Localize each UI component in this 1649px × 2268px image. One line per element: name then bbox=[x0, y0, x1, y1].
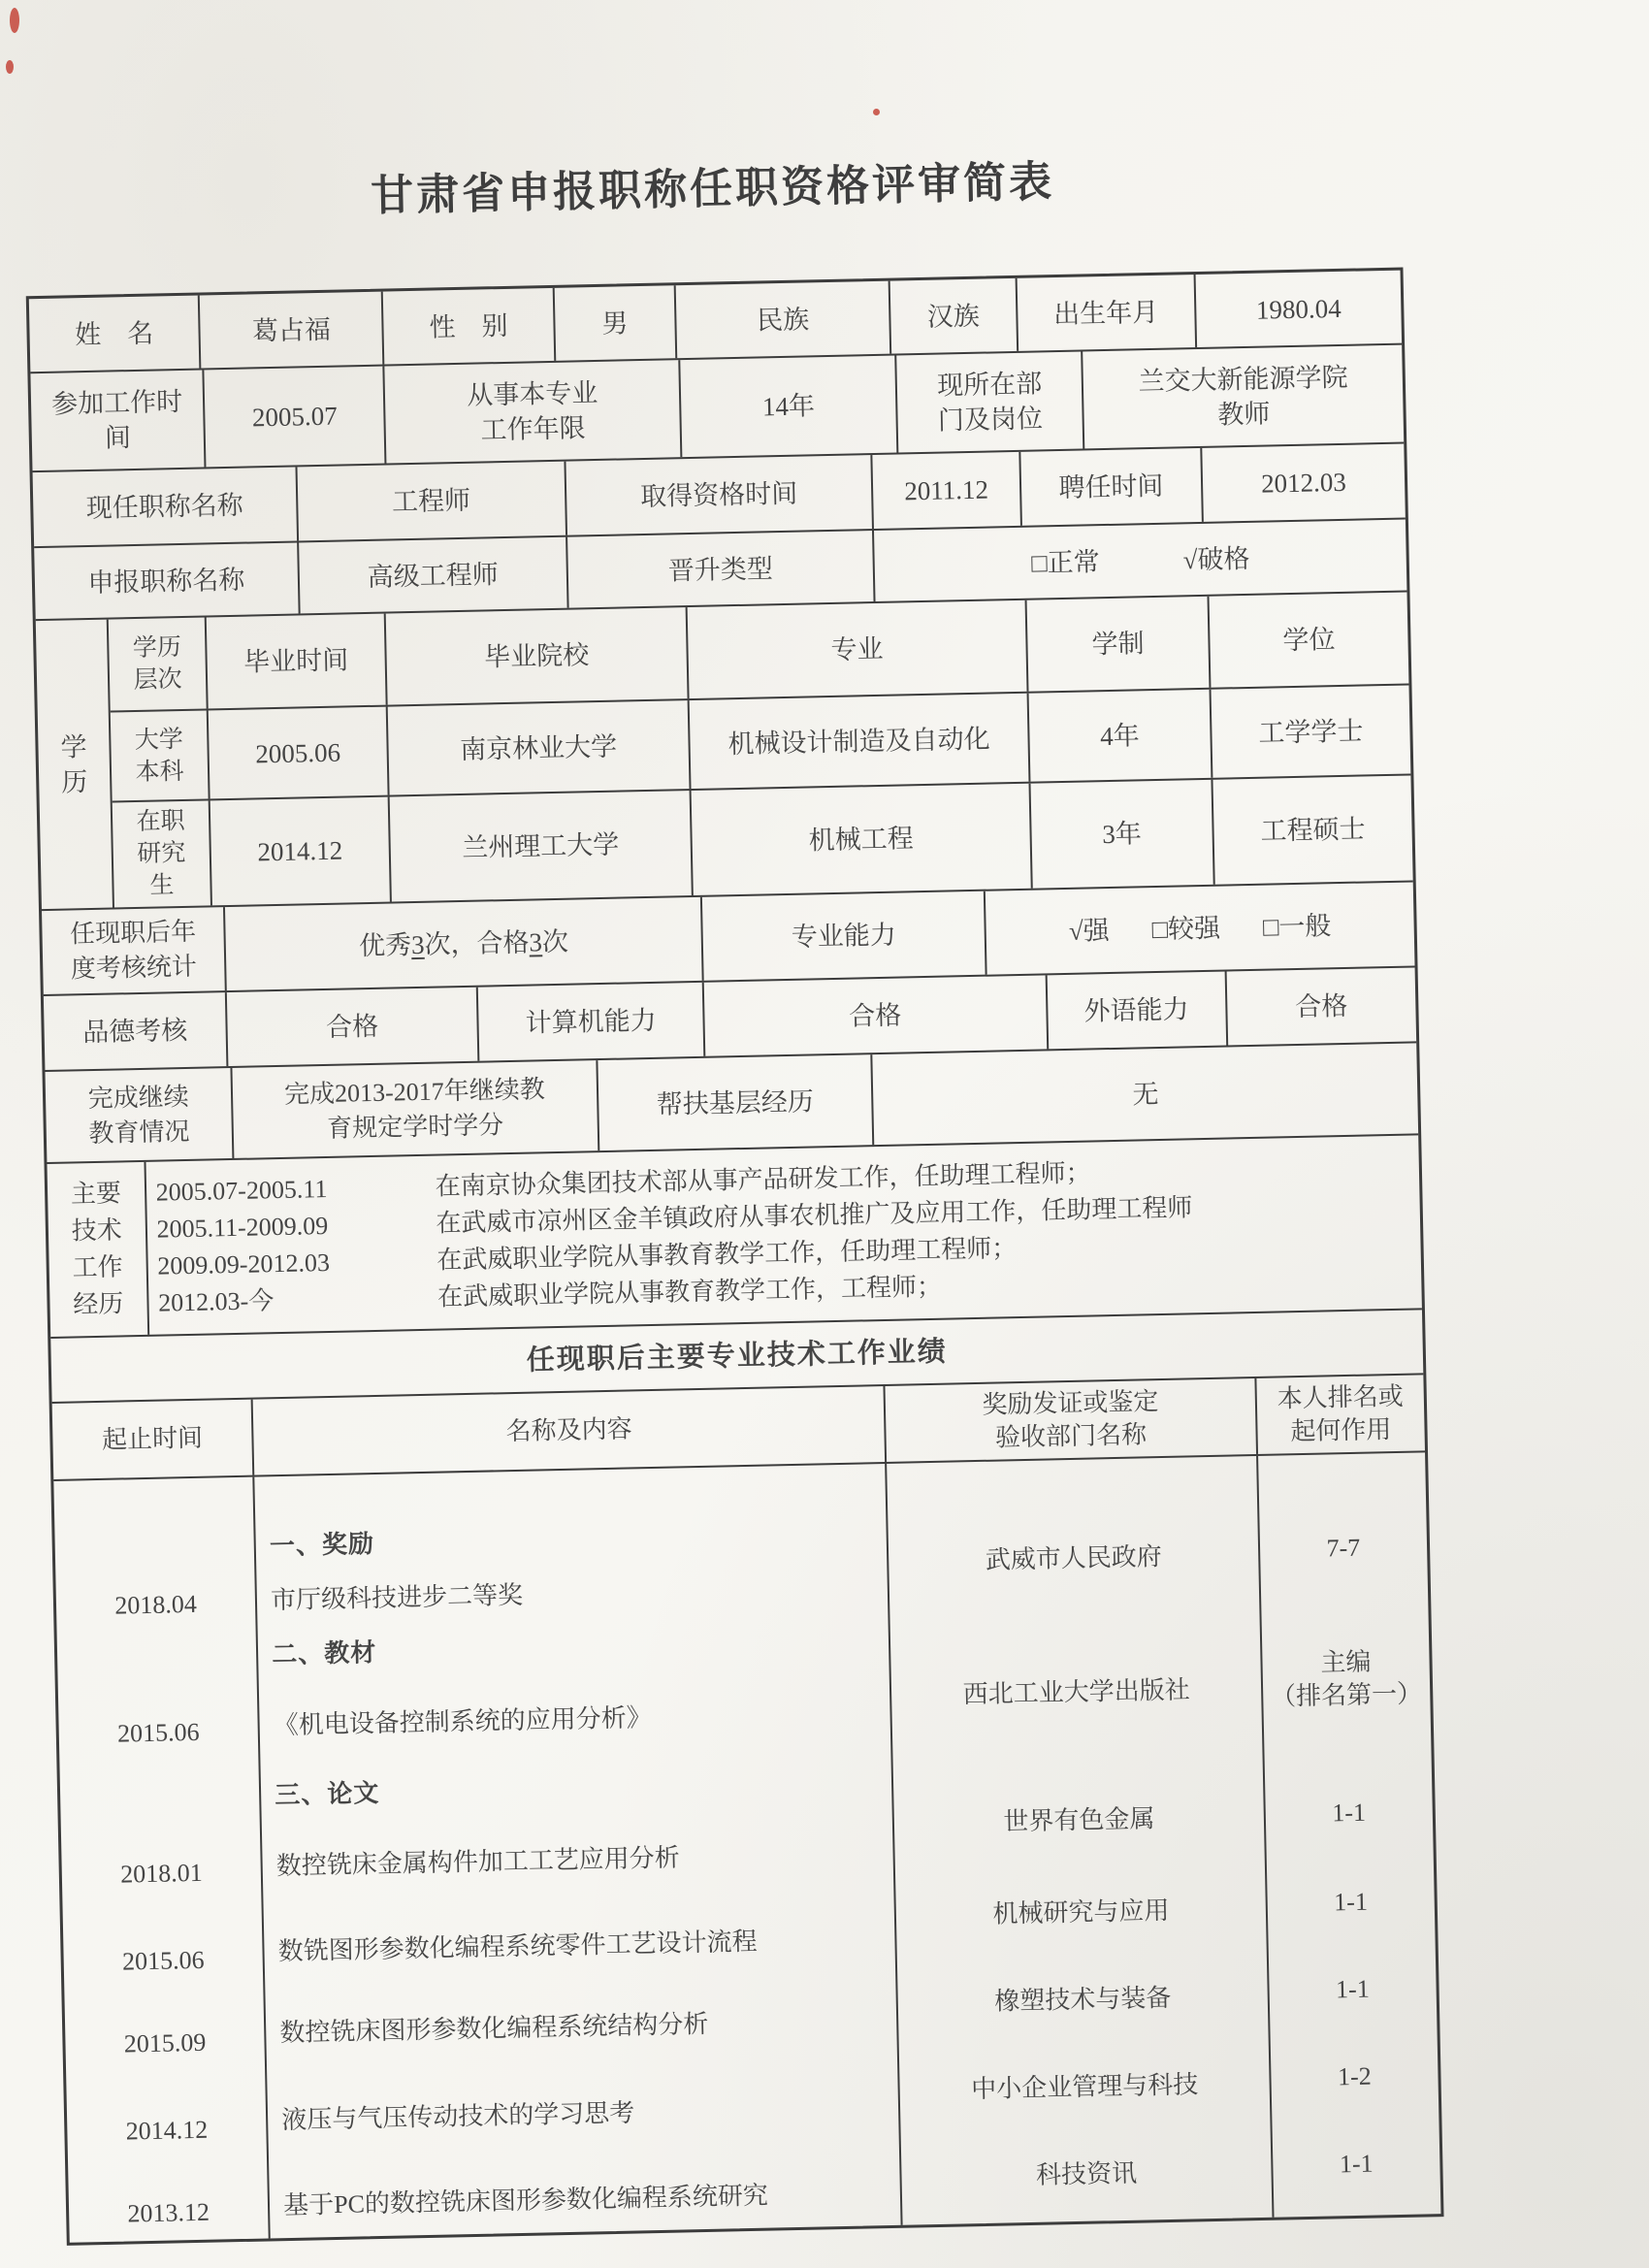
ach-rank: 1-1 bbox=[1332, 1798, 1367, 1828]
ach-name: 《机电设备控制系统的应用分析》 bbox=[273, 1703, 653, 1740]
edu-school: 南京林业大学 bbox=[388, 700, 692, 794]
ethnicity-label: 民族 bbox=[676, 281, 892, 359]
ach-date: 2018.04 bbox=[114, 1589, 198, 1620]
current-title-label: 现任职称名称 bbox=[33, 467, 299, 546]
ach-dept: 橡塑技术与装备 bbox=[994, 1983, 1172, 2016]
continuing-label: 完成继续 教育情况 bbox=[46, 1068, 235, 1162]
promotion-normal-checkbox: □正常 bbox=[1031, 546, 1100, 578]
edu-level: 大学 本科 bbox=[111, 711, 210, 800]
assessment-text: 次，合格 bbox=[424, 927, 530, 959]
edu-major-header: 专业 bbox=[688, 600, 1029, 699]
ach-date: 2015.06 bbox=[121, 1945, 205, 1976]
ach-category-papers: 三、论文 bbox=[274, 1778, 380, 1810]
edu-duration-header: 学制 bbox=[1027, 597, 1212, 692]
ach-name: 市厅级科技进步二等奖 bbox=[270, 1580, 524, 1615]
language-label: 外语能力 bbox=[1047, 972, 1228, 1050]
current-title-value: 工程师 bbox=[297, 462, 566, 541]
ach-depts-column bbox=[888, 1456, 1275, 2225]
ach-ranks-column bbox=[1258, 1452, 1441, 2217]
apply-title-label: 申报职称名称 bbox=[34, 542, 300, 619]
ability-label: 专业能力 bbox=[702, 891, 987, 981]
ach-date: 2015.06 bbox=[116, 1717, 200, 1748]
edu-duration: 3年 bbox=[1030, 780, 1214, 889]
promotion-type-options bbox=[874, 520, 1406, 601]
edu-time: 2005.06 bbox=[209, 707, 390, 798]
experience-period: 2012.03-今 bbox=[157, 1286, 275, 1317]
ability-general-checkbox: □一般 bbox=[1262, 911, 1332, 942]
edu-major: 机械工程 bbox=[692, 783, 1033, 895]
edu-duration: 4年 bbox=[1029, 690, 1213, 781]
ach-dept: 机械研究与应用 bbox=[992, 1895, 1170, 1928]
education-section bbox=[36, 593, 1413, 912]
edu-degree-header: 学位 bbox=[1282, 625, 1336, 656]
gender-label: 性 别 bbox=[383, 288, 556, 365]
ach-category-textbooks: 二、教材 bbox=[271, 1638, 377, 1669]
ach-dept: 武威市人民政府 bbox=[985, 1542, 1163, 1574]
ach-rank: 1-2 bbox=[1337, 2061, 1372, 2091]
edu-degree: 工学学士 bbox=[1258, 716, 1364, 748]
moral-label: 品德考核 bbox=[44, 992, 229, 1070]
ach-rank: 1-1 bbox=[1335, 1974, 1371, 2004]
ach-dept-header: 奖励发证或鉴定 验收部门名称 bbox=[886, 1378, 1258, 1462]
ach-dept: 中小企业管理与科技 bbox=[970, 2070, 1199, 2104]
ach-name: 数控铣床金属构件加工工艺应用分析 bbox=[275, 1843, 681, 1881]
dept-label: 现所在部 门及岗位 bbox=[896, 351, 1084, 452]
assessment-count-excellent: 3 bbox=[410, 929, 425, 960]
experience-desc: 在南京协众集团技术部从事产品研发工作，任助理工程师； bbox=[435, 1158, 1091, 1201]
ach-dept: 西北工业大学出版社 bbox=[962, 1675, 1190, 1709]
promotion-exceptional-checkbox: √破格 bbox=[1182, 543, 1250, 574]
grassroots-aid-label: 帮扶基层经历 bbox=[598, 1054, 875, 1150]
qualification-time-value: 2011.12 bbox=[873, 452, 1022, 529]
achievements-body bbox=[53, 1452, 1440, 2242]
ability-stronger-checkbox: □较强 bbox=[1151, 913, 1221, 945]
name-value: 葛占福 bbox=[200, 292, 385, 369]
edu-degree: 工程硕士 bbox=[1260, 814, 1366, 846]
ach-content-header: 名称及内容 bbox=[253, 1386, 888, 1475]
scan-artifact bbox=[6, 60, 14, 74]
grassroots-aid-value: 无 bbox=[1132, 1079, 1159, 1110]
review-form-table bbox=[26, 268, 1444, 2246]
scan-artifact bbox=[10, 8, 19, 33]
ach-date: 2013.12 bbox=[127, 2197, 210, 2228]
birth-label: 出生年月 bbox=[1017, 275, 1197, 351]
computer-label: 计算机能力 bbox=[478, 983, 706, 1061]
birth-value: 1980.04 bbox=[1255, 293, 1342, 325]
experience-label: 主要 技术 工作 经历 bbox=[47, 1162, 148, 1337]
join-work-label: 参加工作时 间 bbox=[30, 370, 206, 470]
ach-name: 基于PC的数控铣床图形参数化编程系统研究 bbox=[282, 2181, 769, 2220]
ach-date: 2018.01 bbox=[119, 1858, 203, 1889]
ach-rank: 1-1 bbox=[1333, 1887, 1369, 1917]
ach-dates-column bbox=[53, 1477, 271, 2243]
ach-names-column bbox=[254, 1464, 903, 2238]
ability-strong-checkbox: √强 bbox=[1068, 916, 1111, 946]
ach-rank-header: 本人排名或 起何作用 bbox=[1277, 1381, 1404, 1446]
ach-name: 数控铣床图形参数化编程系统结构分析 bbox=[279, 2009, 709, 2048]
ach-date: 2014.12 bbox=[125, 2115, 209, 2146]
page-title: 甘肃省申报职称任职资格评审简表 bbox=[370, 158, 1055, 220]
ach-rank: 1-1 bbox=[1339, 2149, 1374, 2179]
continuing-value: 完成2013-2017年继续教 育规定学时学分 bbox=[233, 1060, 599, 1158]
achievements-section-title: 任现职后主要专业技术工作业绩 bbox=[526, 1336, 949, 1377]
language-value: 合格 bbox=[1294, 990, 1348, 1022]
assessment-value bbox=[225, 897, 704, 990]
ach-category-awards: 一、奖励 bbox=[269, 1530, 375, 1561]
experience-entries bbox=[146, 1135, 1422, 1334]
edu-time: 2014.12 bbox=[210, 796, 392, 905]
ach-rank: 主编 （排名第一） bbox=[1270, 1647, 1423, 1711]
assessment-text: 次 bbox=[541, 926, 569, 957]
experience-period: 2005.07-2005.11 bbox=[155, 1174, 328, 1207]
years-value: 14年 bbox=[680, 355, 898, 457]
education-side-label: 学 历 bbox=[36, 620, 114, 910]
ethnicity-value: 汉族 bbox=[890, 278, 1018, 354]
edu-major: 机械设计制造及自动化 bbox=[690, 694, 1031, 789]
ach-dept: 世界有色金属 bbox=[1003, 1804, 1155, 1836]
experience-desc: 在武威市凉州区金羊镇政府从事农机推广及应用工作，任助理工程师 bbox=[436, 1193, 1193, 1238]
assessment-text: 优秀 bbox=[358, 930, 412, 961]
years-label: 从事本专业 工作年限 bbox=[385, 360, 683, 463]
ach-name: 液压与气压传动技术的学习思考 bbox=[281, 2098, 635, 2135]
experience-period: 2009.09-2012.03 bbox=[157, 1247, 331, 1280]
education-grid bbox=[109, 593, 1413, 908]
ach-name: 数铣图形参数化编程系统零件工艺设计流程 bbox=[277, 1927, 758, 1966]
qualification-time-label: 取得资格时间 bbox=[566, 455, 874, 535]
ach-period-header: 起止时间 bbox=[52, 1400, 255, 1479]
ability-options bbox=[986, 882, 1415, 974]
moral-value: 合格 bbox=[227, 988, 479, 1066]
promotion-type-label: 晋升类型 bbox=[567, 531, 876, 608]
experience-desc: 在武威职业学院从事教育教学工作，工程师； bbox=[436, 1272, 943, 1312]
ach-rank: 7-7 bbox=[1326, 1533, 1361, 1563]
ach-dept: 科技资讯 bbox=[1035, 2158, 1138, 2189]
experience-desc: 在武威职业学院从事教育教学工作，任助理工程师； bbox=[436, 1234, 1018, 1275]
row-work-experience bbox=[47, 1135, 1421, 1339]
hire-time-label: 聘任时间 bbox=[1020, 448, 1204, 526]
form-sheet bbox=[20, 0, 1465, 2268]
computer-value: 合格 bbox=[704, 975, 1049, 1055]
edu-school-header: 毕业院校 bbox=[386, 607, 690, 705]
assessment-count-pass: 3 bbox=[529, 927, 543, 957]
edu-school: 兰州理工大学 bbox=[390, 791, 694, 902]
join-work-value: 2005.07 bbox=[205, 367, 387, 468]
name-label: 姓 名 bbox=[29, 296, 202, 373]
edu-level-header: 学历 层次 bbox=[109, 617, 209, 710]
assessment-label: 任现职后年 度考核统计 bbox=[42, 907, 227, 994]
dept-value: 兰交大新能源学院 教师 bbox=[1138, 362, 1348, 430]
ach-date: 2015.09 bbox=[123, 2027, 207, 2058]
gender-value: 男 bbox=[554, 285, 677, 361]
experience-period: 2005.11-2009.09 bbox=[156, 1211, 329, 1244]
hire-time-value: 2012.03 bbox=[1260, 467, 1347, 499]
edu-level: 在职 研究 生 bbox=[113, 800, 212, 907]
apply-title-value: 高级工程师 bbox=[299, 537, 568, 614]
edu-time-header: 毕业时间 bbox=[207, 614, 388, 709]
